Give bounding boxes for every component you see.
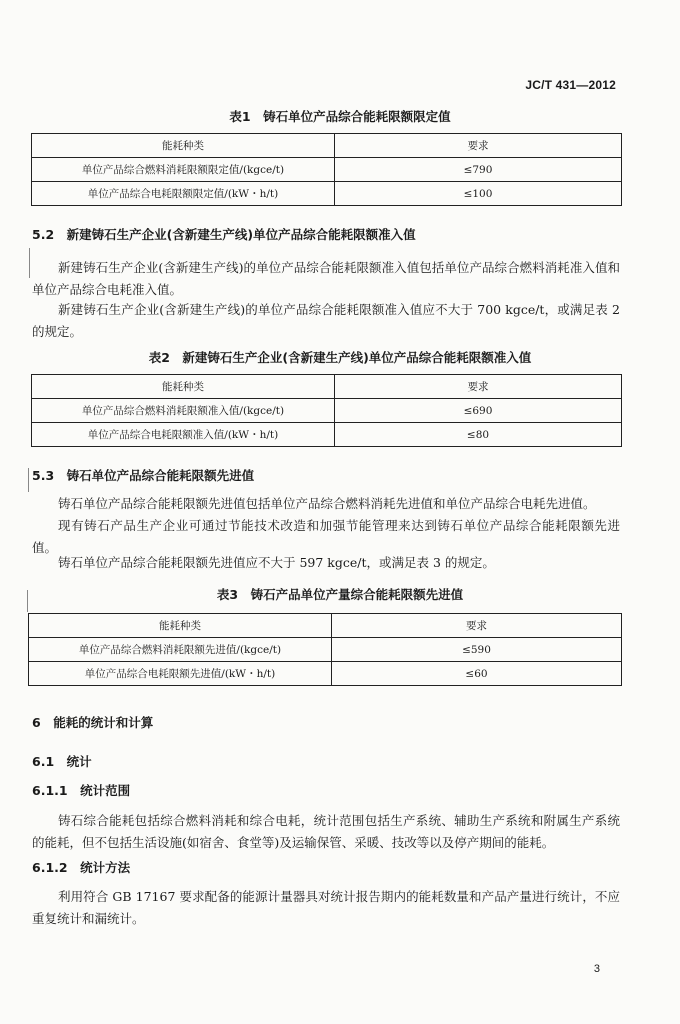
table-cell: 单位产品综合燃料消耗限额先进值/(kgce/t): [29, 638, 332, 662]
table-cell: 单位产品综合电耗限额限定值/(kW・h/t): [32, 182, 335, 206]
page-number: 3: [593, 963, 600, 975]
table-cell: ≤690: [335, 399, 622, 423]
table-row: [32, 423, 622, 447]
table3-caption: 表3 铸石产品单位产量综合能耗限额先进值: [216, 587, 464, 602]
table-header-cell: 要求: [335, 375, 622, 399]
table1-caption: 表1 铸石单位产品综合能耗限额限定值: [229, 109, 451, 124]
table-header-cell: 要求: [332, 614, 622, 638]
table-cell: 单位产品综合燃料消耗限额限定值/(kgce/t): [32, 158, 335, 182]
scan-artifact: [28, 468, 29, 492]
section-5-2-heading: 5.2 新建铸石生产企业(含新建生产线)单位产品综合能耗限额准入值: [32, 227, 416, 242]
scan-artifact: [29, 248, 30, 278]
scan-artifact: [27, 590, 28, 612]
table-row: [32, 158, 622, 182]
table-header-row: [29, 614, 622, 638]
table-cell: ≤590: [332, 638, 622, 662]
section-5-2-para2: 新建铸石生产企业(含新建生产线)的单位产品综合能耗限额准入值应不大于 700 kgce/t，或满足表 2 的规定。: [32, 302, 620, 339]
section-6-heading: 6 能耗的统计和计算: [32, 715, 154, 730]
section-6-1-2-para: 利用符合 GB 17167 要求配备的能源计量器具对统计报告期内的能耗数量和产品产量进行统计，不应重复统计和漏统计。: [32, 889, 620, 926]
section-5-3-para1: 铸石单位产品综合能耗限额先进值包括单位产品综合燃料消耗先进值和单位产品综合电耗先进值。: [58, 496, 596, 511]
table-cell: ≤100: [335, 182, 622, 206]
section-5-3-heading: 5.3 铸石单位产品综合能耗限额先进值: [32, 468, 255, 483]
section-6-1-2-heading: 6.1.2 统计方法: [32, 860, 131, 875]
table-header-cell: 能耗种类: [32, 134, 335, 158]
table-cell: 单位产品综合电耗限额先进值/(kW・h/t): [29, 662, 332, 686]
table-row: [29, 662, 622, 686]
table1: [31, 133, 622, 206]
table-header-cell: 能耗种类: [32, 375, 335, 399]
table-cell: ≤790: [335, 158, 622, 182]
section-6-1-1-para: 铸石综合能耗包括综合燃料消耗和综合电耗，统计范围包括生产系统、辅助生产系统和附属生产系统的能耗，但不包括生活设施(如宿舍、食堂等)及运输保管、采暖、技改等以及停产期间的能耗。: [32, 813, 620, 850]
table-cell: 单位产品综合电耗限额准入值/(kW・h/t): [32, 423, 335, 447]
table-header-cell: 能耗种类: [29, 614, 332, 638]
table-row: [32, 182, 622, 206]
table-cell: 单位产品综合燃料消耗限额准入值/(kgce/t): [32, 399, 335, 423]
table-row: [29, 638, 622, 662]
section-5-2-para1: 新建铸石生产企业(含新建生产线)的单位产品综合能耗限额准入值包括单位产品综合燃料消耗准入值和单位产品综合电耗准入值。: [32, 260, 620, 297]
table3: [28, 613, 622, 686]
table2-caption: 表2 新建铸石生产企业(含新建生产线)单位产品综合能耗限额准入值: [148, 350, 532, 365]
standard-code: JC/T 431—2012: [525, 78, 616, 92]
section-5-3-para2: 现有铸石产品生产企业可通过节能技术改造和加强节能管理来达到铸石单位产品综合能耗限额先进值。: [32, 518, 620, 555]
section-6-1-heading: 6.1 统计: [32, 754, 92, 769]
section-5-3-para3: 铸石单位产品综合能耗限额先进值应不大于 597 kgce/t，或满足表 3 的规定。: [58, 555, 495, 570]
table-header-cell: 要求: [335, 134, 622, 158]
section-6-1-1-heading: 6.1.1 统计范围: [32, 783, 131, 798]
table-header-row: [32, 134, 622, 158]
table-cell: ≤80: [335, 423, 622, 447]
table2: [31, 374, 622, 447]
table-header-row: [32, 375, 622, 399]
table-row: [32, 399, 622, 423]
table-cell: ≤60: [332, 662, 622, 686]
